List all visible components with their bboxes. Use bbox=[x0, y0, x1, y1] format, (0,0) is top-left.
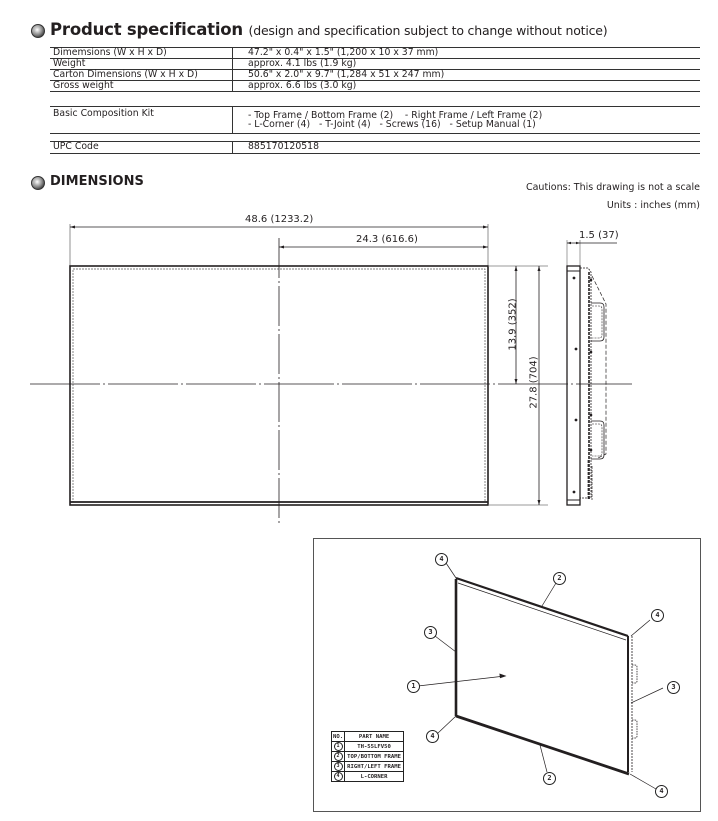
dim-depth: 1.5 (37) bbox=[579, 230, 619, 241]
upc-value: 885170120518 bbox=[248, 141, 319, 152]
spec-row bbox=[50, 69, 700, 80]
spec-label: Gross weight bbox=[53, 80, 114, 91]
kit-label: Basic Composition Kit bbox=[53, 108, 154, 119]
parts-col-name: PART NAME bbox=[345, 732, 404, 742]
part-number: 4 bbox=[334, 772, 343, 781]
spec-label: Weight bbox=[53, 58, 86, 69]
units-note: Units : inches (mm) bbox=[606, 200, 700, 211]
spec-label: Dimemsions (W x H x D) bbox=[53, 47, 167, 58]
dim-half-height-wrap bbox=[478, 298, 548, 351]
spec-table-main bbox=[50, 47, 700, 92]
spec-row bbox=[50, 47, 700, 58]
spec-title-note: (design and specification subject to change without notice) bbox=[248, 23, 608, 38]
parts-row bbox=[332, 762, 404, 772]
section-bullet-icon bbox=[31, 24, 45, 38]
spec-table-kit bbox=[50, 106, 700, 134]
spec-row bbox=[50, 80, 700, 92]
spec-value: approx. 4.1 lbs (1.9 kg) bbox=[248, 58, 357, 69]
parts-table bbox=[331, 731, 404, 782]
callout-2: 2 bbox=[543, 772, 556, 785]
parts-row bbox=[332, 752, 404, 762]
callout-4: 4 bbox=[426, 730, 439, 743]
upc-label: UPC Code bbox=[53, 141, 99, 152]
parts-table-header bbox=[332, 732, 404, 742]
part-name: TH-55LFV50 bbox=[345, 742, 404, 752]
parts-col-no: NO. bbox=[333, 733, 344, 740]
spec-label: Carton Dimensions (W x H x D) bbox=[53, 69, 198, 80]
spec-title bbox=[50, 20, 607, 39]
dim-overall-height-wrap bbox=[499, 356, 569, 409]
section-bullet-icon bbox=[31, 176, 45, 190]
spec-row bbox=[50, 58, 700, 69]
spec-row-kit bbox=[50, 106, 700, 134]
kit-line-1: - Top Frame / Bottom Frame (2) - Right Frame / Left Frame (2) bbox=[248, 110, 543, 121]
callout-4: 4 bbox=[651, 609, 664, 622]
spec-value: 47.2" x 0.4" x 1.5" (1,200 x 10 x 37 mm) bbox=[248, 47, 439, 58]
parts-row bbox=[332, 772, 404, 782]
parts-row bbox=[332, 742, 404, 752]
callout-2: 2 bbox=[553, 572, 566, 585]
spec-title-text: Product specification bbox=[50, 20, 243, 39]
part-number: 1 bbox=[334, 742, 343, 751]
callout-3: 3 bbox=[424, 626, 437, 639]
spec-value: 50.6" x 2.0" x 9.7" (1,284 x 51 x 247 mm) bbox=[248, 69, 445, 80]
spec-value: approx. 6.6 lbs (3.0 kg) bbox=[248, 80, 357, 91]
dim-half-height: 13.9 (352) bbox=[507, 298, 519, 351]
dimension-drawing bbox=[0, 210, 718, 530]
dimensions-title: DIMENSIONS bbox=[50, 174, 144, 189]
dim-overall-width: 48.6 (1233.2) bbox=[245, 214, 314, 225]
kit-line-2: - L-Corner (4) - T-Joint (4) - Screws (16) - Setup Manual (1) bbox=[248, 119, 536, 130]
part-number: 3 bbox=[334, 762, 343, 771]
part-name: TOP/BOTTOM FRAME bbox=[345, 752, 404, 762]
part-name: L-CORNER bbox=[345, 772, 404, 782]
dim-overall-height: 27.8 (704) bbox=[528, 356, 540, 409]
part-name: RIGHT/LEFT FRAME bbox=[345, 762, 404, 772]
callout-1: 1 bbox=[407, 680, 420, 693]
part-number: 2 bbox=[334, 752, 343, 761]
callout-4: 4 bbox=[655, 785, 668, 798]
dim-half-width: 24.3 (616.6) bbox=[356, 234, 418, 245]
spec-row-upc bbox=[50, 141, 700, 154]
callout-3: 3 bbox=[667, 681, 680, 694]
spec-table-upc bbox=[50, 141, 700, 154]
caution-note: Cautions: This drawing is not a scale bbox=[525, 182, 700, 193]
callout-4: 4 bbox=[435, 553, 448, 566]
